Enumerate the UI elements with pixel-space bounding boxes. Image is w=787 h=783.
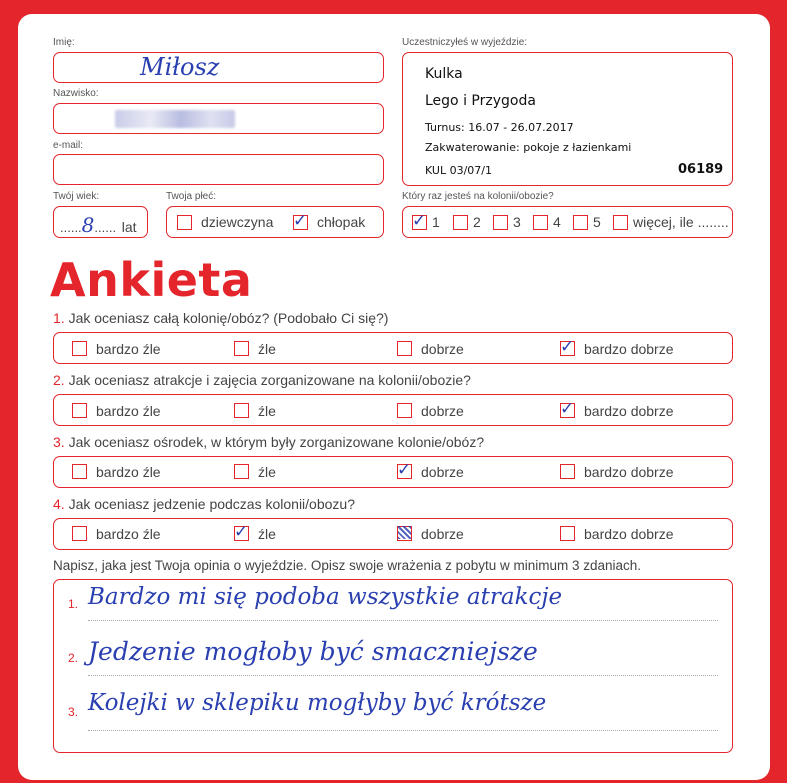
check-mark-icon: ✓ bbox=[397, 460, 412, 480]
q2-option-bardzo-zle: bardzo źle bbox=[96, 403, 161, 419]
times-option-4: 4 bbox=[553, 214, 561, 230]
q3-checkbox-zle[interactable] bbox=[234, 464, 249, 479]
check-mark-icon: ✓ bbox=[234, 522, 249, 542]
name-value: Miłosz bbox=[140, 53, 220, 81]
question-4 bbox=[53, 496, 355, 512]
writing-line bbox=[88, 730, 718, 731]
times-option-3: 3 bbox=[513, 214, 521, 230]
q1-option-zle: źle bbox=[258, 341, 276, 357]
camp-turnus: Turnus: 16.07 - 26.07.2017 bbox=[425, 121, 574, 134]
question-text: Jak oceniasz atrakcje i zajęcia zorganizowane na kolonii/obozie? bbox=[68, 372, 471, 388]
camp-subtitle: Lego i Przygoda bbox=[425, 93, 536, 109]
question-1 bbox=[53, 310, 388, 326]
q1-option-bardzo-dobrze: bardzo dobrze bbox=[584, 341, 674, 357]
q4-checkbox-bardzo-zle[interactable] bbox=[72, 526, 87, 541]
times-option-2: 2 bbox=[473, 214, 481, 230]
question-number: 3. bbox=[53, 434, 65, 450]
q3-option-dobrze: dobrze bbox=[421, 464, 464, 480]
question-number: 2. bbox=[53, 372, 65, 388]
writing-line bbox=[88, 675, 718, 676]
redacted-surname bbox=[115, 110, 235, 128]
email-field[interactable] bbox=[53, 154, 384, 185]
opinion-line-number: 2. bbox=[68, 651, 79, 665]
q2-option-bardzo-dobrze: bardzo dobrze bbox=[584, 403, 674, 419]
times-checkbox-2[interactable] bbox=[453, 215, 468, 230]
times-option-5: 5 bbox=[593, 214, 601, 230]
times-option-1: 1 bbox=[432, 214, 440, 230]
age-prefix: ...... bbox=[60, 220, 82, 235]
times-label: Który raz jesteś na kolonii/obozie? bbox=[402, 191, 554, 202]
check-mark-icon: ✓ bbox=[560, 337, 575, 357]
question-text: Jak oceniasz jedzenie podczas kolonii/obozu? bbox=[68, 496, 355, 512]
q1-checkbox-zle[interactable] bbox=[234, 341, 249, 356]
opinion-line-1: Bardzo mi się podoba wszystkie atrakcje bbox=[88, 584, 563, 610]
q3-option-bardzo-dobrze: bardzo dobrze bbox=[584, 464, 674, 480]
gender-option-dziewczyna: dziewczyna bbox=[201, 214, 274, 230]
question-2 bbox=[53, 372, 471, 388]
name-label: Imię: bbox=[53, 37, 75, 48]
opinion-line-3: Kolejki w sklepiku mogłyby być krótsze bbox=[88, 690, 547, 716]
gender-label: Twoja płeć: bbox=[166, 191, 217, 202]
q3-option-zle: źle bbox=[258, 464, 276, 480]
survey-title: Ankieta bbox=[50, 253, 253, 307]
question-text: Jak oceniasz ośrodek, w którym były zorganizowane kolonie/obóz? bbox=[68, 434, 485, 450]
writing-line bbox=[88, 620, 718, 621]
q3-option-bardzo-zle: bardzo źle bbox=[96, 464, 161, 480]
question-number: 1. bbox=[53, 310, 65, 326]
opinion-line-number: 3. bbox=[68, 705, 79, 719]
q4-option-dobrze: dobrze bbox=[421, 526, 464, 542]
q2-checkbox-dobrze[interactable] bbox=[397, 403, 412, 418]
email-label: e-mail: bbox=[53, 140, 84, 151]
q4-checkbox-bardzo-dobrze[interactable] bbox=[560, 526, 575, 541]
surname-label: Nazwisko: bbox=[53, 88, 99, 99]
camp-accommodation: Zakwaterowanie: pokoje z łazienkami bbox=[425, 141, 632, 154]
age-value: 8 bbox=[81, 213, 95, 237]
question-text: Jak oceniasz całą kolonię/obóz? (Podobało Ci się?) bbox=[68, 310, 389, 326]
q2-checkbox-bardzo-zle[interactable] bbox=[72, 403, 87, 418]
opinion-line-2: Jedzenie mogłoby być smaczniejsze bbox=[88, 637, 538, 666]
times-checkbox-4[interactable] bbox=[533, 215, 548, 230]
q1-checkbox-bardzo-zle[interactable] bbox=[72, 341, 87, 356]
times-checkbox-3[interactable] bbox=[493, 215, 508, 230]
q1-option-bardzo-zle: bardzo źle bbox=[96, 341, 161, 357]
scribble-icon bbox=[398, 526, 411, 539]
question-number: 4. bbox=[53, 496, 65, 512]
q3-checkbox-bardzo-zle[interactable] bbox=[72, 464, 87, 479]
q2-checkbox-zle[interactable] bbox=[234, 403, 249, 418]
q4-option-bardzo-dobrze: bardzo dobrze bbox=[584, 526, 674, 542]
age-suffix: ...... bbox=[94, 220, 117, 235]
opinion-prompt: Napisz, jaka jest Twoja opinia o wyjeździe. Opisz swoje wrażenia z pobytu w minimum 3 zdaniach. bbox=[53, 558, 642, 573]
q2-option-dobrze: dobrze bbox=[421, 403, 464, 419]
age-line bbox=[60, 213, 137, 237]
age-label: Twój wiek: bbox=[53, 191, 100, 202]
times-checkbox-more[interactable] bbox=[613, 215, 628, 230]
q2-option-zle: źle bbox=[258, 403, 276, 419]
camp-name: Kulka bbox=[425, 66, 463, 82]
times-checkbox-5[interactable] bbox=[573, 215, 588, 230]
q1-option-dobrze: dobrze bbox=[421, 341, 464, 357]
gender-option-chlopak: chłopak bbox=[317, 214, 366, 230]
check-mark-icon: ✓ bbox=[560, 399, 575, 419]
camp-code: KUL 03/07/1 bbox=[425, 164, 492, 177]
q4-option-zle: źle bbox=[258, 526, 276, 542]
opinion-line-number: 1. bbox=[68, 597, 79, 611]
gender-checkbox-dziewczyna[interactable] bbox=[177, 215, 192, 230]
question-3 bbox=[53, 434, 484, 450]
times-option-more: więcej, ile ........ bbox=[633, 214, 729, 230]
participant-label: Uczestniczyłeś w wyjeździe: bbox=[402, 37, 528, 48]
age-unit: lat bbox=[121, 219, 137, 235]
check-mark-icon: ✓ bbox=[293, 211, 308, 231]
check-mark-icon: ✓ bbox=[412, 211, 427, 231]
q3-checkbox-bardzo-dobrze[interactable] bbox=[560, 464, 575, 479]
q1-checkbox-dobrze[interactable] bbox=[397, 341, 412, 356]
camp-number: 06189 bbox=[678, 162, 724, 177]
q4-option-bardzo-zle: bardzo źle bbox=[96, 526, 161, 542]
